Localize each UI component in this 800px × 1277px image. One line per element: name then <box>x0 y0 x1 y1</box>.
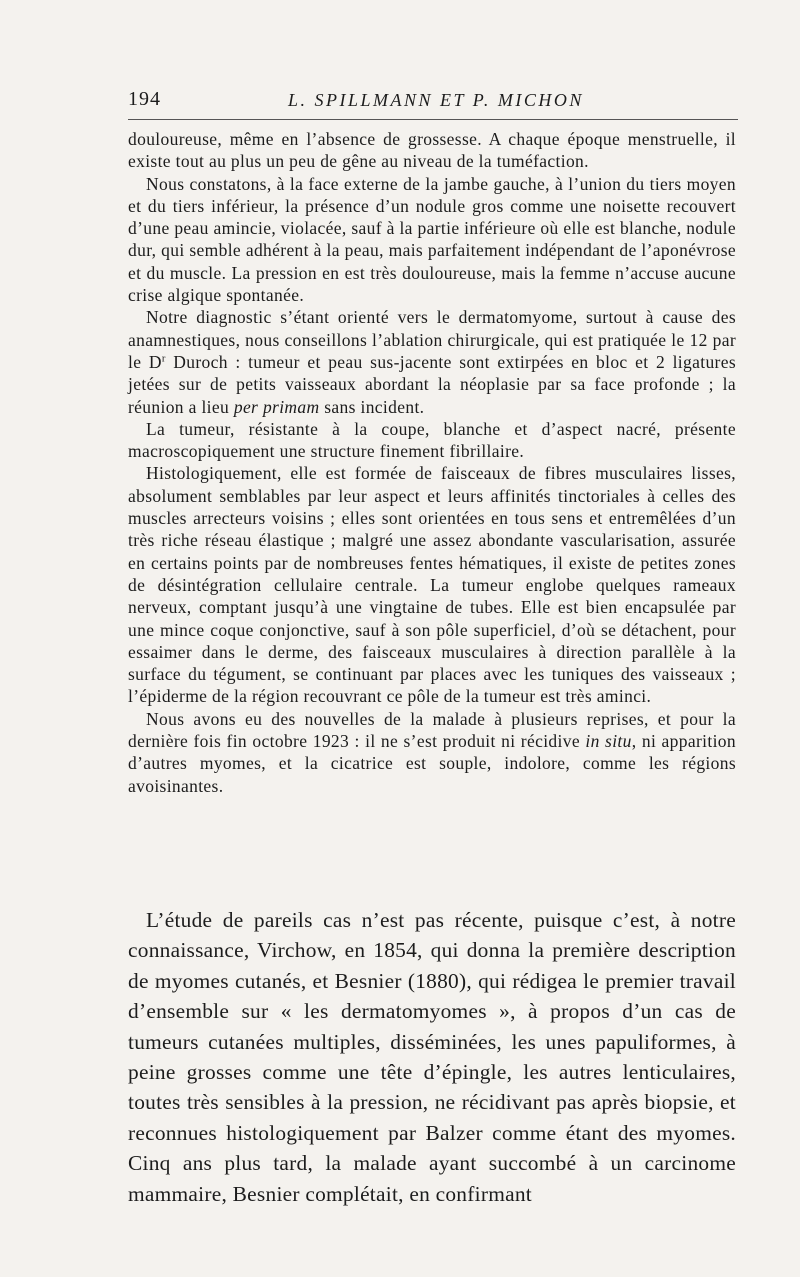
paragraph-histology: Histologiquement, elle est formée de faisceaux de fibres musculaires lisses, absolument semblables par leur aspect et leurs affinités tinctoriales à celles des muscles arrecteurs voisins ; elles sont orientées en tous sens et entremêlées d’un très riche réseau élastique ; malgré une assez abondante vascularisation, assurée en certains points par de nombreuses fentes hématiques, il existe de petites zones de désintégration cellulaire centrale. La tumeur englobe quelques rameaux nerveux, comptant jusqu’à une vingtaine de tubes. Elle est bien encapsulée par une mince coque conjonctive, sauf à son pôle superficiel, d’où se détachent, pour essaimer dans le derme, des faisceaux musculaires à direction parallèle à la surface du tégument, se continuant par places avec les tuniques des vaisseaux ; l’épiderme de la région recouvrant ce pôle de la tumeur est très aminci. <box>128 463 736 707</box>
running-title: L. SPILLMANN ET P. MICHON <box>288 90 584 110</box>
text-span: Notre diagnostic s’étant orienté vers le dermatomyome, surtout à cause des anamnestiques, nous conseillons l’ablation chirurgicale, qui est pratiquée le 12 par le D <box>128 307 736 372</box>
paragraph-diagnosis <box>128 306 736 417</box>
latin-phrase: in situ <box>585 731 632 752</box>
text-span: Duroch : tumeur et peau sus-jacente sont extirpées en bloc et 2 ligatures jetées sur de petits vaisseaux abordant la néoplasie par sa face profonde ; la réunion a lieu <box>128 351 736 417</box>
paragraph-continuation: douloureuse, même en l’absence de grossesse. A chaque époque menstruelle, il existe tout au plus un peu de gêne au niveau de la tuméfaction. <box>128 129 736 172</box>
text-span: sans incident. <box>319 396 425 417</box>
header-rule <box>128 119 738 120</box>
paragraph-macroscopy: La tumeur, résistante à la coupe, blanche et d’aspect nacré, présente macroscopiquement une structure finement fibrillaire. <box>128 418 736 462</box>
text-span: , ni apparition d’autres myomes, et la cicatrice est souple, indolore, comme les régions avoisinantes. <box>128 731 737 796</box>
case-report-text <box>128 128 736 797</box>
paragraph-follow-up <box>128 708 736 797</box>
page-number: 194 <box>128 88 161 110</box>
paragraph-history: L’étude de pareils cas n’est pas récente, puisque c’est, à notre connaissance, Virchow, en 1854, qui donna la première description de myomes cutanés, et Besnier (1880), qui rédigea le premier travail d’ensemble sur « les dermatomyomes », à propos d’un cas de tumeurs cutanées multiples, disséminées, les unes papuliformes, à peine grosses comme une tête d’épingle, les autres lenticulaires, toutes très sensibles à la pression, ne récidivant pas après biopsie, et reconnues histologiquement par Balzer comme étant des myomes. Cinq ans plus tard, la malade ayant succombé à un carcinome mammaire, Besnier complétait, en confirmant <box>128 908 736 1206</box>
superscript: r <box>161 353 166 365</box>
text-span: Nous avons eu des nouvelles de la malade à plusieurs reprises, et pour la dernière fois fin octobre 1923 : il ne s’est produit ni récidive <box>128 708 736 752</box>
latin-phrase: per primam <box>233 396 320 417</box>
paragraph-examination: Nous constatons, à la face externe de la jambe gauche, à l’union du tiers moyen et du tiers inférieur, la présence d’un nodule gros comme une noisette recouvert d’une peau amincie, violacée, sauf à la partie inférieure où elle est blanche, nodule dur, qui semble adhérent à la peau, mais parfaitement indépendant de l’aponévrose et du muscle. La pression en est très douloureuse, mais la femme n’accuse aucune crise algique spontanée. <box>128 173 736 306</box>
discussion-text <box>128 905 736 1209</box>
page-header <box>128 88 738 118</box>
